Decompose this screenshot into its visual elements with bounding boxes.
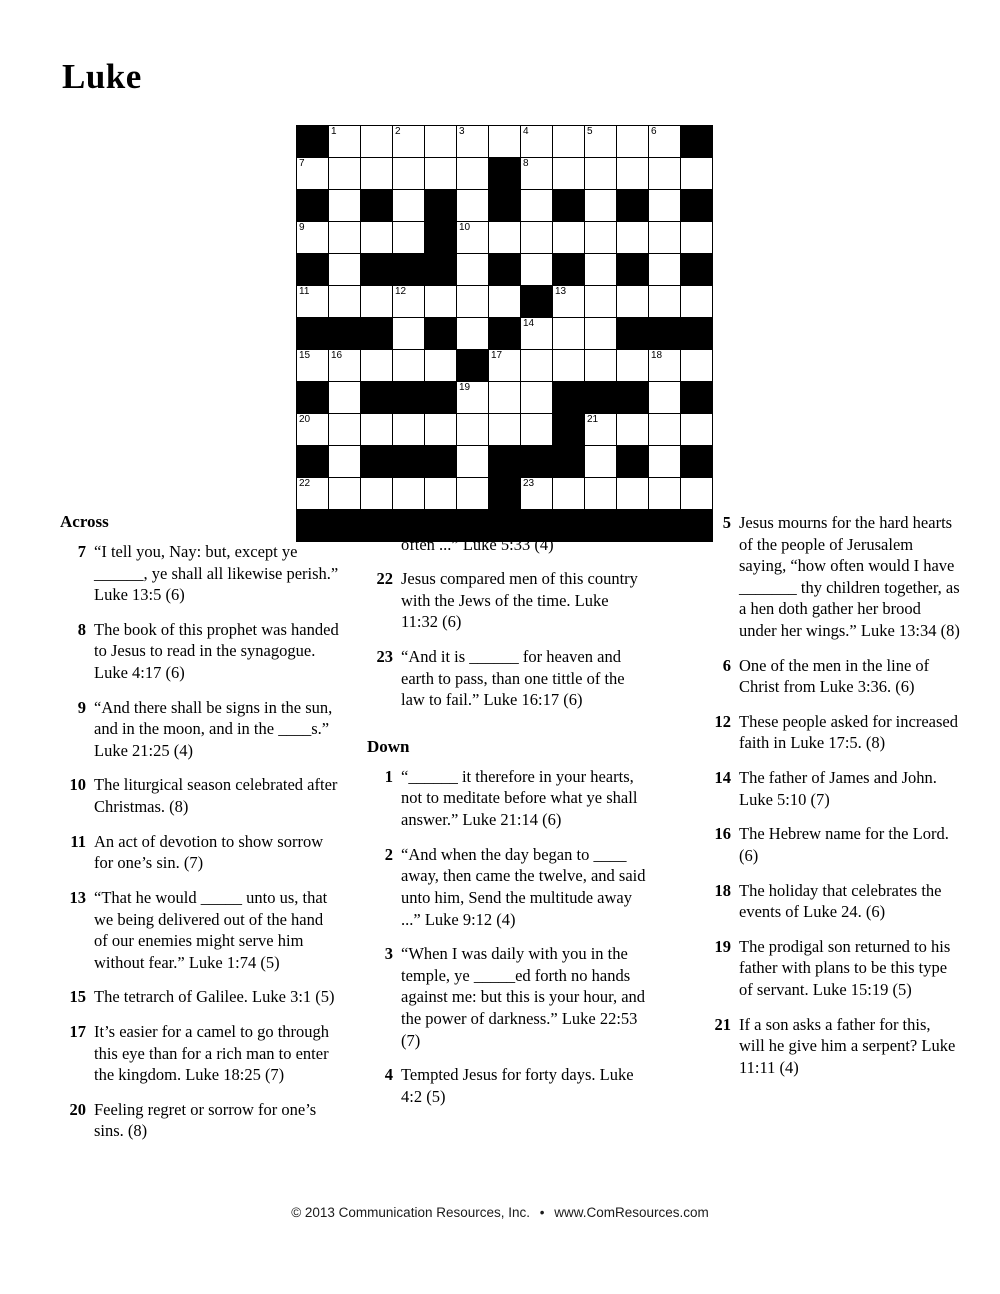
grid-cell[interactable] — [585, 190, 617, 222]
clue-number: 6 — [722, 655, 731, 675]
grid-cell[interactable] — [617, 350, 649, 382]
clue-text: “Why do the disciples of John ____ often ...” Luke 5:33 (4) — [401, 513, 638, 554]
grid-block — [553, 414, 585, 446]
grid-cell[interactable] — [617, 414, 649, 446]
grid-cell[interactable] — [297, 158, 329, 190]
grid-cell[interactable] — [329, 286, 361, 318]
grid-cell-number: 23 — [523, 478, 535, 489]
clue-down-5 — [705, 512, 960, 642]
clue-down-4 — [367, 1064, 647, 1107]
grid-cell-number: 3 — [459, 126, 465, 137]
grid-block — [617, 254, 649, 286]
grid-block — [297, 318, 329, 350]
grid-cell[interactable] — [521, 350, 553, 382]
crossword-row — [297, 478, 713, 510]
grid-block — [297, 446, 329, 478]
grid-cell[interactable] — [361, 126, 393, 158]
grid-cell[interactable] — [361, 414, 393, 446]
grid-cell[interactable] — [649, 190, 681, 222]
clue-text: It’s easier for a camel to go through this eye than for a rich man to enter the kingdom. Luke 18:25 (7) — [94, 1021, 330, 1085]
grid-block — [649, 318, 681, 350]
grid-cell[interactable] — [553, 222, 585, 254]
grid-cell[interactable] — [553, 350, 585, 382]
crossword-row — [297, 222, 713, 254]
grid-cell[interactable] — [489, 350, 521, 382]
grid-cell[interactable] — [361, 286, 393, 318]
grid-cell[interactable] — [649, 254, 681, 286]
grid-cell[interactable] — [649, 414, 681, 446]
grid-cell-number: 16 — [331, 350, 343, 361]
clue-text: “And it is ______ for heaven and earth to pass, than one tittle of the law to fail.” Luke 16:17 (6) — [401, 647, 625, 710]
grid-cell[interactable] — [681, 350, 713, 382]
grid-cell[interactable] — [457, 222, 489, 254]
grid-block — [393, 254, 425, 286]
grid-cell-number: 17 — [491, 350, 503, 361]
grid-block — [617, 446, 649, 478]
grid-cell[interactable] — [457, 190, 489, 222]
grid-block — [361, 254, 393, 286]
clue-text: The Hebrew name for the Lord. (6) — [739, 824, 949, 865]
grid-cell[interactable] — [553, 158, 585, 190]
grid-cell-number: 21 — [587, 414, 599, 425]
clue-number: 8 — [77, 619, 86, 639]
clues-area — [60, 512, 960, 1172]
clue-number: 5 — [722, 513, 731, 532]
clue-number: 2 — [384, 844, 393, 864]
clue-across-10 — [60, 774, 340, 817]
grid-cell[interactable] — [585, 222, 617, 254]
grid-cell[interactable] — [393, 318, 425, 350]
clue-text: The holiday that celebrates the events of Luke 24. (6) — [739, 880, 942, 922]
grid-block — [681, 254, 713, 286]
grid-cell[interactable] — [329, 190, 361, 222]
grid-cell[interactable] — [329, 382, 361, 414]
grid-cell[interactable] — [297, 222, 329, 254]
clue-across-9 — [60, 697, 340, 762]
clue-across-20 — [60, 1099, 340, 1142]
grid-cell[interactable] — [649, 478, 681, 510]
grid-cell[interactable] — [521, 126, 553, 158]
clue-down-21 — [705, 1014, 960, 1079]
grid-cell[interactable] — [393, 126, 425, 158]
grid-cell[interactable] — [489, 382, 521, 414]
clue-number: 21 — [376, 513, 393, 532]
clue-down-1 — [367, 766, 647, 831]
grid-cell[interactable] — [457, 158, 489, 190]
grid-cell-number: 8 — [523, 158, 529, 169]
grid-cell-number: 5 — [587, 126, 593, 137]
clue-text: “I tell you, Nay: but, except ye ______, ye shall all likewise perish.” Luke 13:5 (6) — [94, 542, 339, 605]
grid-cell[interactable] — [681, 222, 713, 254]
crossword-row — [297, 446, 713, 478]
grid-cell[interactable] — [617, 126, 649, 158]
grid-cell-number: 22 — [299, 478, 311, 489]
grid-block — [361, 318, 393, 350]
grid-block — [617, 382, 649, 414]
grid-cell[interactable] — [489, 126, 521, 158]
footer-copyright: © 2013 Communication Resources, Inc. — [291, 1205, 530, 1220]
grid-cell[interactable] — [393, 478, 425, 510]
clue-down-2 — [367, 844, 647, 930]
grid-cell[interactable] — [521, 478, 553, 510]
grid-cell-number: 7 — [299, 158, 305, 169]
crossword-row — [297, 254, 713, 286]
grid-block — [329, 318, 361, 350]
grid-cell[interactable] — [585, 318, 617, 350]
grid-cell[interactable] — [585, 478, 617, 510]
grid-cell[interactable] — [393, 414, 425, 446]
grid-block — [553, 382, 585, 414]
grid-block — [681, 318, 713, 350]
grid-block — [617, 318, 649, 350]
grid-cell[interactable] — [297, 414, 329, 446]
clue-down-18 — [705, 880, 960, 923]
grid-cell[interactable] — [649, 222, 681, 254]
grid-cell[interactable] — [393, 222, 425, 254]
grid-cell[interactable] — [553, 286, 585, 318]
grid-cell[interactable] — [457, 414, 489, 446]
clue-across-11 — [60, 831, 340, 874]
grid-block — [489, 478, 521, 510]
clue-number: 15 — [69, 987, 86, 1007]
grid-cell[interactable] — [393, 350, 425, 382]
crossword-row — [297, 382, 713, 414]
clue-across-15 — [60, 986, 340, 1008]
clue-text: Jesus mourns for the hard hearts of the people of Jerusalem saying, “how often would I have _______ thy children together, as a hen doth gather her brood under her wings.” Luke 13:34 (8) — [739, 513, 960, 641]
grid-cell[interactable] — [425, 478, 457, 510]
grid-cell[interactable] — [361, 350, 393, 382]
grid-cell[interactable] — [297, 478, 329, 510]
clue-number: 10 — [69, 775, 86, 795]
down-heading: Down — [367, 736, 410, 756]
clue-down-16 — [705, 823, 960, 866]
grid-cell[interactable] — [457, 382, 489, 414]
grid-cell[interactable] — [329, 158, 361, 190]
grid-cell[interactable] — [425, 126, 457, 158]
grid-cell[interactable] — [425, 414, 457, 446]
grid-block — [393, 382, 425, 414]
clue-down-14 — [705, 767, 960, 810]
clue-across-13 — [60, 887, 340, 973]
clue-down-6 — [705, 655, 960, 698]
grid-block — [617, 190, 649, 222]
grid-cell[interactable] — [457, 286, 489, 318]
grid-cell[interactable] — [553, 478, 585, 510]
crossword-row — [297, 414, 713, 446]
grid-cell[interactable] — [649, 126, 681, 158]
grid-cell[interactable] — [457, 446, 489, 478]
grid-cell[interactable] — [361, 158, 393, 190]
clue-down-19 — [705, 936, 960, 1001]
clue-number: 16 — [714, 824, 731, 844]
grid-cell-number: 12 — [395, 286, 407, 297]
grid-block — [361, 382, 393, 414]
grid-cell-number: 4 — [523, 126, 529, 137]
clue-number: 18 — [714, 880, 731, 900]
grid-cell[interactable] — [521, 190, 553, 222]
grid-cell[interactable] — [329, 414, 361, 446]
page-title: Luke — [62, 57, 142, 96]
grid-block — [681, 382, 713, 414]
clue-across-8 — [60, 619, 340, 684]
clue-number: 17 — [69, 1021, 86, 1041]
clue-text: One of the men in the line of Christ from Luke 3:36. (6) — [739, 655, 930, 697]
grid-cell[interactable] — [329, 126, 361, 158]
grid-cell[interactable] — [329, 222, 361, 254]
grid-cell[interactable] — [585, 350, 617, 382]
grid-cell[interactable] — [585, 414, 617, 446]
across-heading: Across — [60, 512, 109, 531]
grid-cell-number: 9 — [299, 222, 305, 233]
grid-block — [681, 126, 713, 158]
clue-text: “And when the day began to ____ away, then came the twelve, and said unto him, Send the multitude away ...” Luke 9:12 (4) — [401, 844, 646, 929]
grid-block — [681, 446, 713, 478]
clue-text: If a son asks a father for this, will he give him a serpent? Luke 11:11 (4) — [739, 1014, 956, 1077]
grid-cell[interactable] — [681, 158, 713, 190]
grid-block — [457, 350, 489, 382]
grid-block — [425, 446, 457, 478]
grid-cell[interactable] — [425, 350, 457, 382]
clue-number: 1 — [384, 766, 393, 786]
grid-cell[interactable] — [681, 478, 713, 510]
grid-cell[interactable] — [489, 414, 521, 446]
clue-text: The liturgical season celebrated after Christmas. (8) — [94, 775, 338, 817]
grid-block — [361, 446, 393, 478]
grid-cell[interactable] — [649, 446, 681, 478]
clue-across-23 — [367, 646, 647, 711]
clue-down-12 — [705, 711, 960, 754]
clue-across-22 — [367, 568, 647, 633]
grid-cell[interactable] — [297, 350, 329, 382]
grid-block — [489, 190, 521, 222]
clue-text: “When I was daily with you in the temple, ye _____ed forth no hands against me: but this is your hour, and the power of darkness.” Luke 22:53 (7) — [401, 944, 646, 1050]
grid-cell[interactable] — [681, 414, 713, 446]
grid-cell[interactable] — [329, 478, 361, 510]
grid-cell-number: 19 — [459, 382, 471, 393]
grid-cell[interactable] — [393, 286, 425, 318]
clue-text: Tempted Jesus for forty days. Luke 4:2 (5) — [401, 1065, 634, 1106]
clue-text: The prodigal son returned to his father with plans to be this type of servant. Luke 15:19 (5) — [739, 936, 951, 999]
footer-url[interactable]: www.ComResources.com — [554, 1205, 709, 1220]
grid-block — [297, 190, 329, 222]
grid-block — [425, 222, 457, 254]
grid-cell[interactable] — [393, 158, 425, 190]
grid-cell[interactable] — [329, 350, 361, 382]
grid-cell[interactable] — [457, 126, 489, 158]
grid-cell[interactable] — [649, 350, 681, 382]
grid-cell[interactable] — [585, 254, 617, 286]
grid-cell-number: 18 — [651, 350, 663, 361]
grid-cell[interactable] — [617, 478, 649, 510]
grid-cell-number: 14 — [523, 318, 535, 329]
clue-column-3 — [705, 512, 960, 1091]
clue-number: 12 — [714, 711, 731, 731]
clue-text: “And there shall be signs in the sun, and in the moon, and in the ____s.” Luke 21:25 (4) — [94, 697, 333, 760]
grid-block — [361, 190, 393, 222]
footer — [0, 1205, 1000, 1220]
grid-block — [521, 286, 553, 318]
grid-block — [553, 190, 585, 222]
crossword-row — [297, 126, 713, 158]
grid-cell[interactable] — [585, 158, 617, 190]
clue-number: 14 — [714, 768, 731, 788]
grid-block — [553, 254, 585, 286]
grid-block — [425, 254, 457, 286]
grid-block — [489, 158, 521, 190]
clue-across-21 — [367, 512, 647, 555]
grid-block — [521, 446, 553, 478]
clue-text: The father of James and John. Luke 5:10 (7) — [739, 768, 937, 809]
grid-cell[interactable] — [649, 286, 681, 318]
grid-block — [489, 254, 521, 286]
grid-block — [297, 382, 329, 414]
clue-text: An act of devotion to show sorrow for one’s sin. (7) — [94, 831, 324, 873]
clue-text: The tetrarch of Galilee. Luke 3:1 (5) — [94, 987, 335, 1007]
grid-block — [425, 318, 457, 350]
grid-cell[interactable] — [649, 158, 681, 190]
clue-across-17 — [60, 1021, 340, 1086]
grid-cell[interactable] — [521, 254, 553, 286]
grid-cell[interactable] — [457, 254, 489, 286]
grid-cell[interactable] — [521, 318, 553, 350]
clue-text: Jesus compared men of this country with the Jews of the time. Luke 11:32 (6) — [401, 569, 638, 632]
clue-column-2 — [367, 512, 647, 1120]
crossword-grid[interactable] — [296, 125, 713, 542]
clue-across-7 — [60, 541, 340, 606]
clue-number: 7 — [77, 542, 86, 561]
clue-number: 22 — [376, 569, 393, 589]
grid-cell-number: 15 — [299, 350, 311, 361]
grid-cell[interactable] — [393, 190, 425, 222]
grid-cell[interactable] — [649, 382, 681, 414]
grid-cell[interactable] — [361, 478, 393, 510]
grid-block — [489, 318, 521, 350]
grid-cell[interactable] — [553, 318, 585, 350]
clue-number: 21 — [714, 1014, 731, 1034]
crossword-row — [297, 318, 713, 350]
clue-number: 20 — [69, 1099, 86, 1119]
clue-number: 3 — [384, 944, 393, 964]
grid-block — [553, 446, 585, 478]
grid-cell[interactable] — [489, 286, 521, 318]
crossword-row — [297, 158, 713, 190]
grid-cell-number: 2 — [395, 126, 401, 137]
grid-cell[interactable] — [297, 286, 329, 318]
grid-cell[interactable] — [425, 286, 457, 318]
grid-cell[interactable] — [521, 158, 553, 190]
clue-text: These people asked for increased faith in Luke 17:5. (8) — [739, 711, 958, 753]
grid-cell[interactable] — [585, 446, 617, 478]
grid-cell-number: 11 — [299, 286, 310, 297]
grid-cell[interactable] — [521, 414, 553, 446]
clue-number: 19 — [714, 936, 731, 956]
clue-number: 4 — [384, 1065, 393, 1085]
grid-cell[interactable] — [329, 254, 361, 286]
grid-cell[interactable] — [681, 286, 713, 318]
grid-cell[interactable] — [329, 446, 361, 478]
grid-cell-number: 6 — [651, 126, 657, 137]
grid-cell[interactable] — [617, 222, 649, 254]
grid-cell[interactable] — [585, 126, 617, 158]
grid-cell[interactable] — [553, 126, 585, 158]
clue-text: “______ it therefore in your hearts, not to meditate before what ye shall answer.” Luke 21:14 (6) — [401, 766, 638, 830]
grid-block — [489, 446, 521, 478]
grid-cell[interactable] — [489, 222, 521, 254]
clue-text: “That he would _____ unto us, that we being delivered out of the hand of our enemies might serve him without fear.” Luke 1:74 (5) — [94, 887, 328, 972]
grid-cell-number: 1 — [331, 126, 337, 137]
crossword-grid-table[interactable] — [296, 125, 713, 542]
grid-cell[interactable] — [617, 286, 649, 318]
grid-cell[interactable] — [425, 158, 457, 190]
grid-cell[interactable] — [521, 382, 553, 414]
grid-cell[interactable] — [457, 478, 489, 510]
grid-cell[interactable] — [361, 222, 393, 254]
grid-cell-number: 20 — [299, 414, 311, 425]
grid-cell[interactable] — [585, 286, 617, 318]
grid-cell[interactable] — [457, 318, 489, 350]
clue-number: 9 — [77, 697, 86, 717]
clue-down-3 — [367, 943, 647, 1051]
grid-cell-number: 13 — [555, 286, 567, 297]
clue-number: 23 — [376, 647, 393, 667]
grid-cell[interactable] — [617, 158, 649, 190]
clue-text: The book of this prophet was handed to Jesus to read in the synagogue. Luke 4:17 (6) — [94, 619, 339, 683]
footer-separator: • — [539, 1205, 545, 1220]
clue-number: 11 — [70, 831, 86, 851]
grid-block — [585, 382, 617, 414]
clue-column-1 — [60, 512, 340, 1155]
grid-block — [681, 190, 713, 222]
clue-number: 13 — [69, 887, 86, 907]
crossword-row — [297, 286, 713, 318]
grid-block — [393, 446, 425, 478]
grid-block — [425, 382, 457, 414]
grid-block — [297, 254, 329, 286]
grid-cell[interactable] — [521, 222, 553, 254]
grid-cell-number: 10 — [459, 222, 471, 233]
crossword-row — [297, 190, 713, 222]
grid-block — [297, 126, 329, 158]
clue-text: Feeling regret or sorrow for one’s sins. (8) — [94, 1099, 317, 1141]
grid-block — [425, 190, 457, 222]
crossword-row — [297, 350, 713, 382]
